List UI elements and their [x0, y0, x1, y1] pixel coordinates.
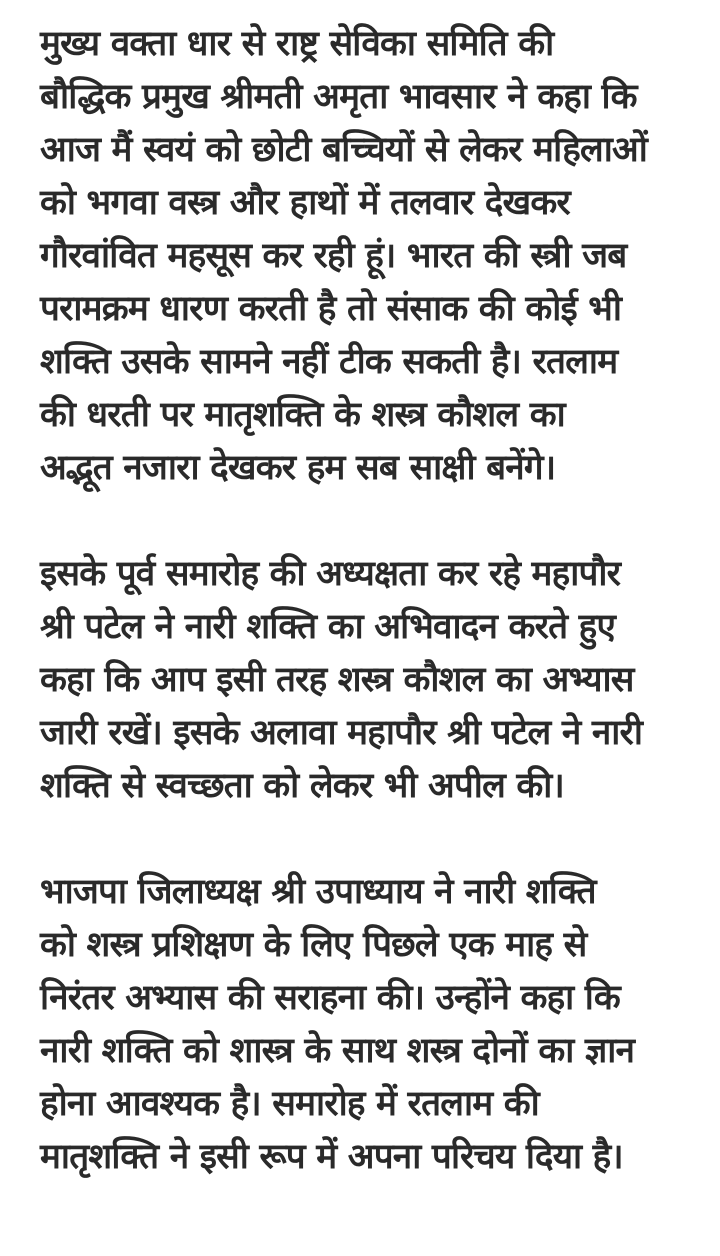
- text-line: बौद्धिक प्रमुख श्रीमती अमृता भावसार ने कहा कि: [40, 77, 637, 117]
- text-line: श्री पटेल ने नारी शक्ति का अभिवादन करते हुए: [40, 607, 616, 647]
- text-line: अद्भूत नजारा देखकर हम सब साक्षी बनेंगे।: [40, 448, 556, 488]
- paragraph-2: [40, 548, 690, 813]
- text-line: परामक्रम धारण करती है तो संसाक की कोई भी: [40, 289, 622, 329]
- text-line: शक्ति उसके सामने नहीं टीक सकती है। रतलाम: [40, 342, 618, 382]
- paragraph-spacer: [40, 495, 690, 548]
- text-line: होना आवश्यक है। समारोह में रतलाम की: [40, 1084, 539, 1124]
- text-line: गौरवांवित महसूस कर रही हूं। भारत की स्त्री जब: [40, 236, 627, 276]
- paragraph-3: [40, 866, 690, 1184]
- text-line: निरंतर अभ्यास की सराहना की। उन्होंने कहा कि: [40, 978, 620, 1018]
- text-line: मातृशक्ति ने इसी रूप में अपना परिचय दिया है।: [40, 1137, 623, 1177]
- text-line: भाजपा जिलाध्यक्ष श्री उपाध्याय ने नारी शक्ति: [40, 872, 596, 912]
- paragraph-1: [40, 18, 690, 495]
- text-line: इसके पूर्व समारोह की अध्यक्षता कर रहे महापौर: [40, 554, 621, 594]
- text-line: को भगवा वस्त्र और हाथों में तलवार देखकर: [40, 183, 570, 223]
- text-line: जारी रखें। इसके अलावा महापौर श्री पटेल ने नारी: [40, 713, 643, 753]
- text-line: शक्ति से स्वच्छता को लेकर भी अपील की।: [40, 766, 565, 806]
- text-line: कहा कि आप इसी तरह शस्त्र कौशल का अभ्यास: [40, 660, 634, 700]
- text-line: नारी शक्ति को शास्त्र के साथ शस्त्र दोनों का ज्ञान: [40, 1031, 635, 1071]
- text-line: को शस्त्र प्रशिक्षण के लिए पिछले एक माह से: [40, 925, 587, 965]
- text-line: आज मैं स्वयं को छोटी बच्चियों से लेकर महिलाओं: [40, 130, 647, 170]
- text-line: की धरती पर मातृशक्ति के शस्त्र कौशल का: [40, 395, 565, 435]
- text-line: मुख्य वक्ता धार से राष्ट्र सेविका समिति की: [40, 24, 554, 64]
- paragraph-spacer: [40, 813, 690, 866]
